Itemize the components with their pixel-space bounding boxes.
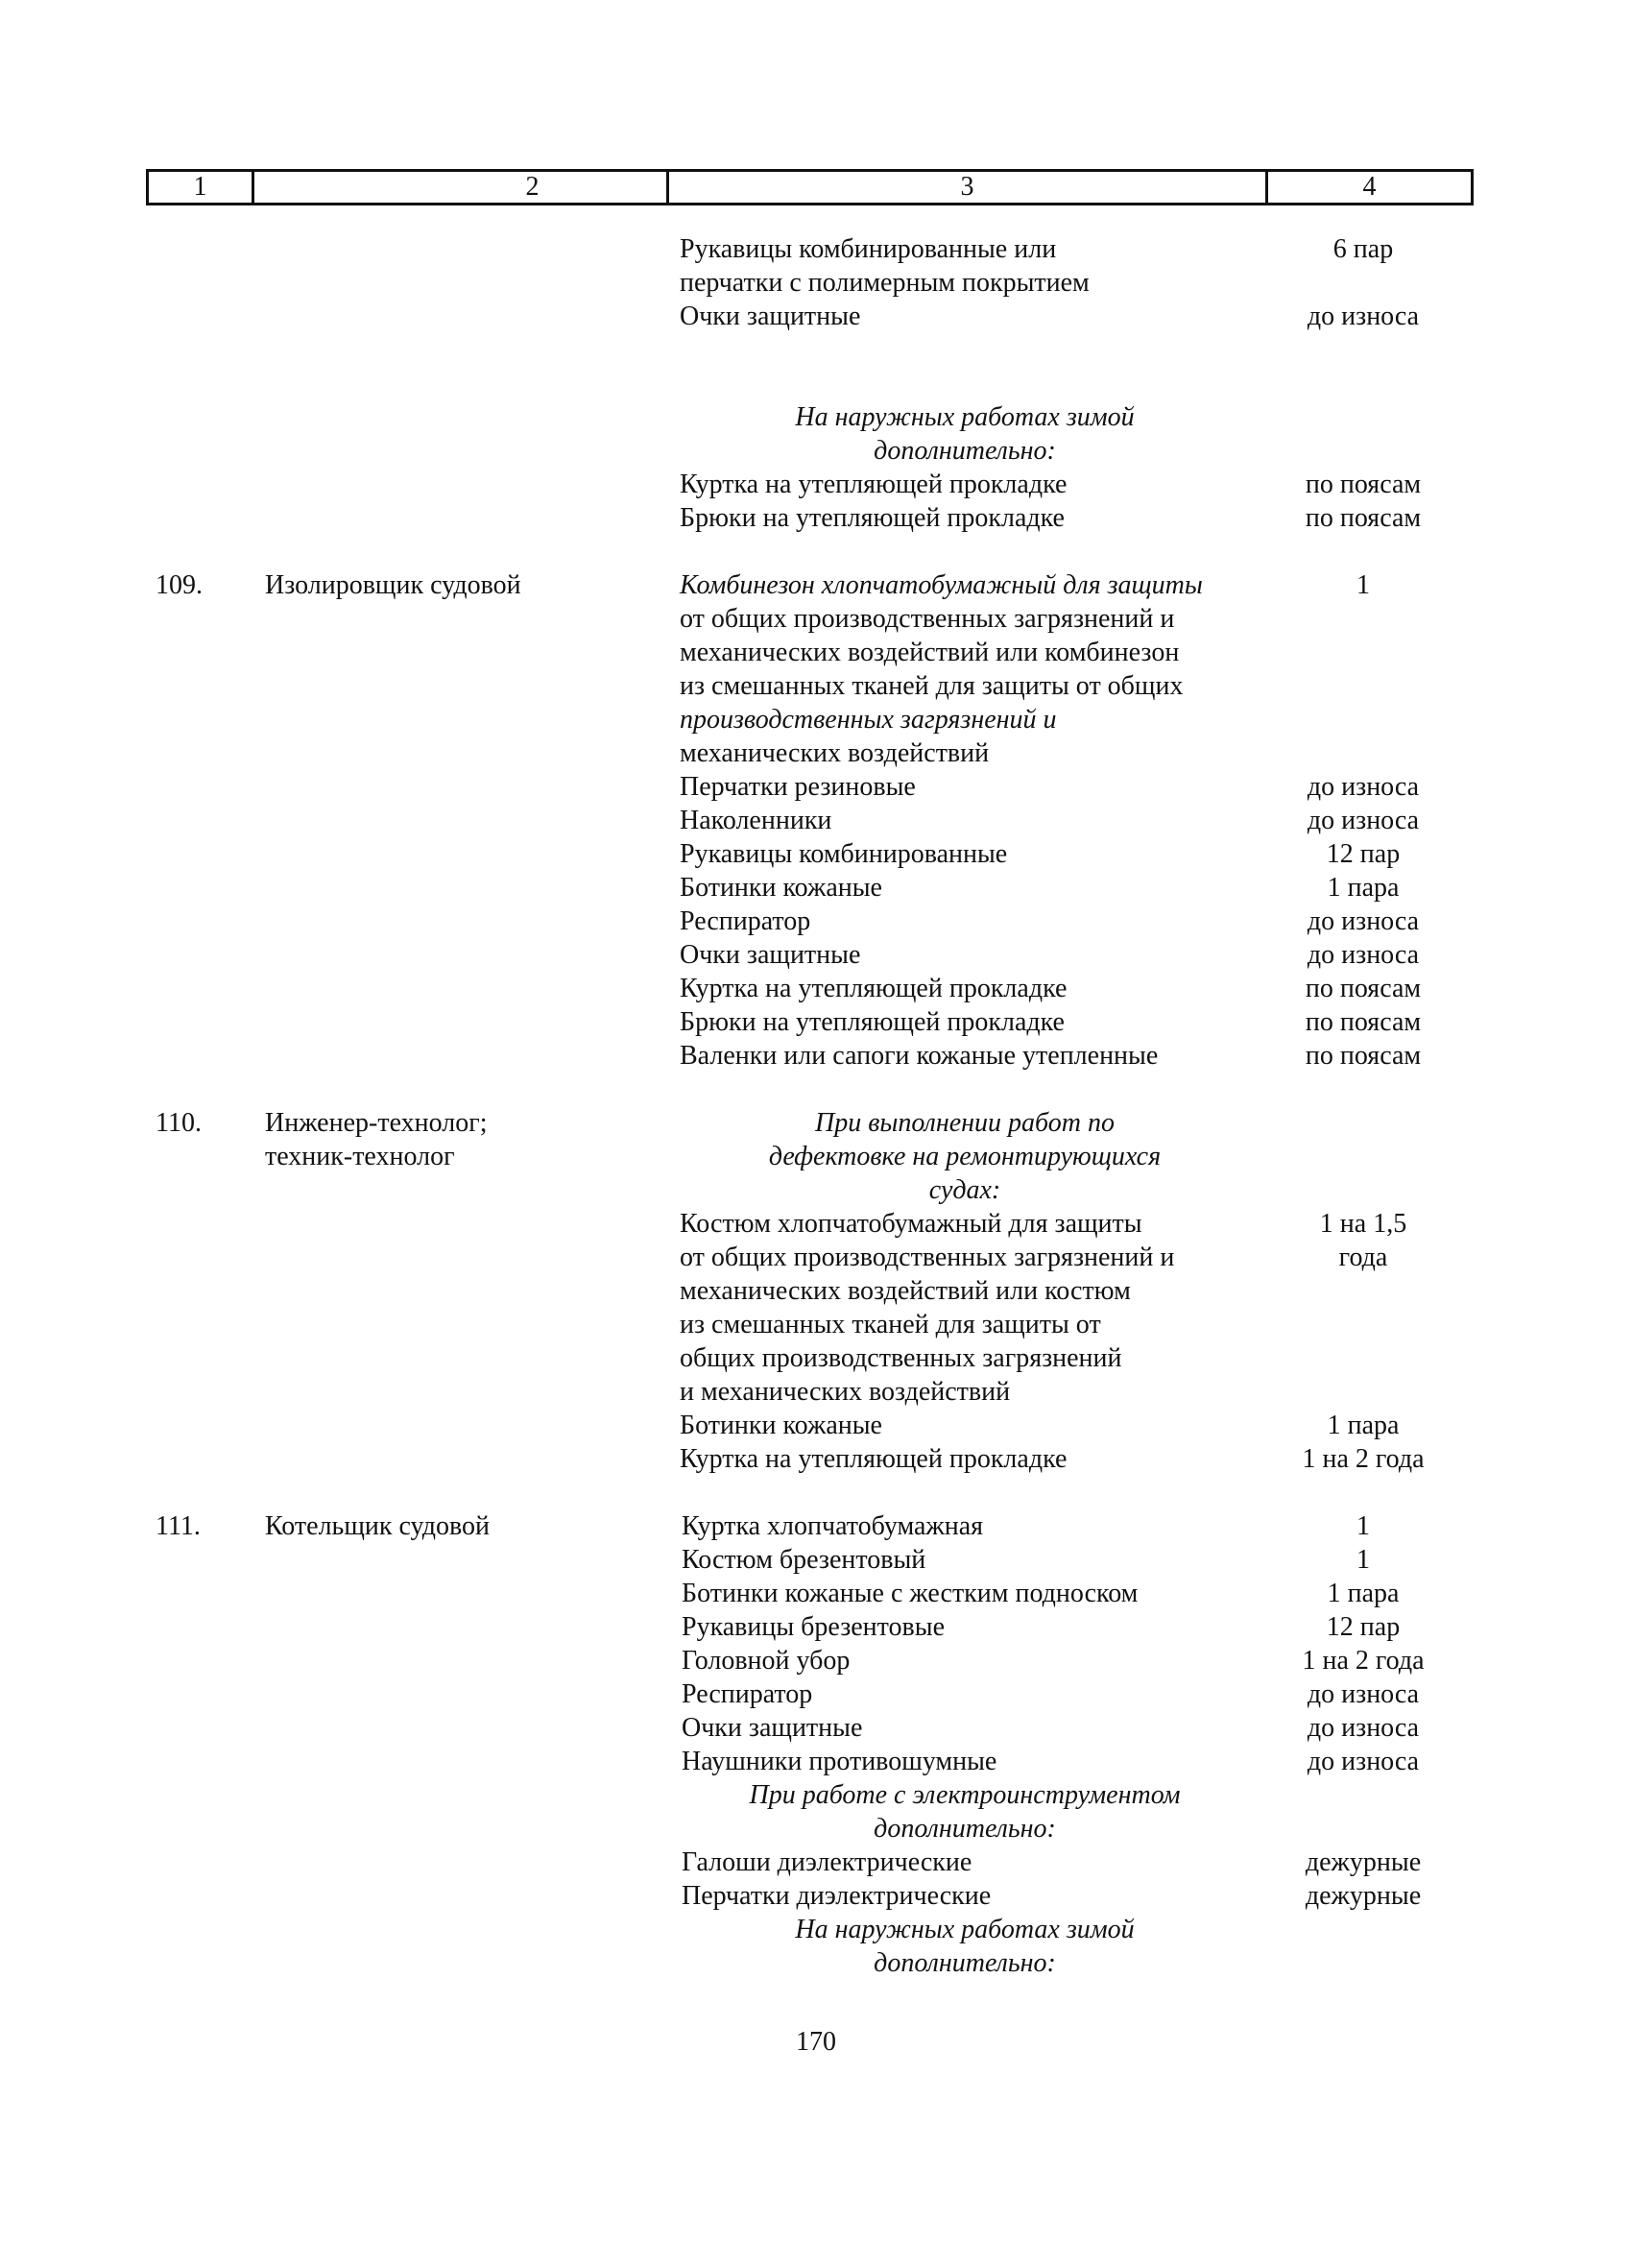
equipment-name: и механических воздействий	[680, 1377, 1011, 1407]
norm-quantity: по поясам	[1305, 1007, 1422, 1037]
header-col-4: 4	[1362, 172, 1377, 202]
table-row	[0, 804, 1632, 837]
table-row	[0, 535, 1632, 568]
table-row	[0, 770, 1632, 804]
table-row	[0, 972, 1632, 1005]
section-subheading: дополнительно:	[874, 436, 1056, 466]
norm-quantity: до износа	[1307, 940, 1420, 970]
norm-quantity: 1 на 2 года	[1302, 1444, 1425, 1474]
table-row	[0, 333, 1632, 367]
equipment-name: механических воздействий	[680, 738, 990, 768]
norm-quantity: 1 на 1,5	[1319, 1209, 1407, 1239]
item-number: 109.	[156, 570, 203, 600]
equipment-name: Ботинки кожаные	[680, 873, 882, 903]
equipment-name: Головной убор	[682, 1646, 851, 1676]
equipment-name: Куртка хлопчатобумажная	[682, 1511, 984, 1541]
norm-quantity: 12 пар	[1326, 839, 1401, 869]
header-col-3: 3	[960, 172, 974, 202]
norm-quantity: по поясам	[1305, 974, 1422, 1003]
table-row	[0, 1543, 1632, 1577]
equipment-name: Респиратор	[680, 906, 811, 936]
item-number: 111.	[156, 1511, 201, 1541]
table-row	[0, 1778, 1632, 1812]
table-row	[0, 266, 1632, 300]
table-row	[0, 1577, 1632, 1610]
table-row	[0, 367, 1632, 400]
table-row	[0, 434, 1632, 468]
norm-quantity: 1 пара	[1327, 873, 1400, 903]
equipment-name: Очки защитные	[682, 1713, 863, 1743]
section-subheading: При работе с электроинструментом	[749, 1780, 1181, 1810]
table-row	[0, 669, 1632, 703]
profession-name: Изолировщик судовой	[265, 570, 521, 600]
page-number: 170	[796, 2027, 836, 2057]
table-row	[0, 1677, 1632, 1711]
equipment-name: Ботинки кожаные с жестким подноском	[682, 1579, 1139, 1608]
equipment-name: Брюки на утепляющей прокладке	[680, 1007, 1065, 1037]
equipment-name: из смешанных тканей для защиты от	[680, 1310, 1101, 1339]
equipment-name: общих производственных загрязнений	[680, 1343, 1122, 1373]
norm-quantity: 1	[1356, 1545, 1370, 1575]
table-row	[0, 1509, 1632, 1543]
table-row	[0, 1745, 1632, 1778]
table-row	[0, 1812, 1632, 1846]
equipment-name: Рукавицы комбинированные или	[680, 234, 1057, 264]
table-row	[0, 1846, 1632, 1879]
header-col-2: 2	[525, 172, 540, 202]
norm-quantity: до износа	[1307, 906, 1420, 936]
table-row	[0, 905, 1632, 938]
equipment-name: механических воздействий или комбинезон	[680, 638, 1180, 667]
norm-quantity: 1 пара	[1327, 1579, 1400, 1608]
equipment-name: Ботинки кожаные	[680, 1411, 882, 1440]
table-header	[146, 169, 1474, 205]
norm-quantity: до износа	[1307, 772, 1420, 802]
norm-quantity: 1 на 2 года	[1302, 1646, 1425, 1676]
table-row	[0, 871, 1632, 905]
table-row	[0, 1140, 1632, 1173]
table-row	[0, 1711, 1632, 1745]
equipment-name: Комбинезон хлопчатобумажный для защиты	[680, 570, 1203, 600]
table-row	[0, 1173, 1632, 1207]
table-row	[0, 636, 1632, 669]
norm-quantity: по поясам	[1305, 1041, 1422, 1071]
item-number: 110.	[156, 1108, 202, 1138]
equipment-name: Брюки на утепляющей прокладке	[680, 503, 1065, 533]
section-subheading: судах:	[928, 1175, 1001, 1205]
equipment-name: Куртка на утепляющей прокладке	[680, 974, 1068, 1003]
equipment-name: Валенки или сапоги кожаные утепленные	[680, 1041, 1159, 1071]
table-row	[0, 1005, 1632, 1039]
equipment-name: механических воздействий или костюм	[680, 1276, 1131, 1306]
table-row	[0, 703, 1632, 736]
equipment-name: из смешанных тканей для защиты от общих	[680, 671, 1184, 701]
table-row	[0, 300, 1632, 333]
equipment-name: Очки защитные	[680, 940, 861, 970]
section-subheading: дефектовке на ремонтирующихся	[768, 1142, 1162, 1171]
section-subheading: дополнительно:	[874, 1814, 1056, 1844]
equipment-name: Наушники противошумные	[682, 1747, 997, 1776]
norm-quantity: до износа	[1307, 1713, 1420, 1743]
table-row	[0, 1207, 1632, 1241]
equipment-name: Костюм хлопчатобумажный для защиты	[680, 1209, 1142, 1239]
table-row	[0, 736, 1632, 770]
norm-quantity: 6 пар	[1332, 234, 1394, 264]
norm-quantity: дежурные	[1305, 1881, 1422, 1911]
norm-quantity: до износа	[1307, 1679, 1420, 1709]
table-row	[0, 1039, 1632, 1073]
table-row	[0, 468, 1632, 501]
table-row	[0, 1375, 1632, 1409]
table-row	[0, 1409, 1632, 1442]
equipment-name: Костюм брезентовый	[682, 1545, 926, 1575]
equipment-name: перчатки с полимерным покрытием	[680, 268, 1090, 298]
table-row	[0, 1274, 1632, 1308]
table-row	[0, 568, 1632, 602]
table-row	[0, 1913, 1632, 1946]
profession-name: Инженер-технолог;	[265, 1108, 488, 1138]
table-row	[0, 1644, 1632, 1677]
section-subheading: На наружных работах зимой	[795, 1915, 1135, 1944]
profession-name: Котельщик судовой	[265, 1511, 491, 1541]
section-subheading: На наружных работах зимой	[795, 402, 1135, 432]
equipment-name: производственных загрязнений и	[680, 705, 1057, 735]
norm-quantity: 1	[1356, 1511, 1370, 1541]
equipment-name: Куртка на утепляющей прокладке	[680, 470, 1068, 499]
table-row	[0, 1442, 1632, 1476]
norm-quantity: до износа	[1307, 302, 1420, 331]
table-row	[0, 602, 1632, 636]
equipment-name: Рукавицы брезентовые	[682, 1612, 945, 1642]
equipment-name: Галоши диэлектрические	[682, 1847, 972, 1877]
table-row	[0, 1610, 1632, 1644]
norm-quantity: дежурные	[1305, 1847, 1422, 1877]
equipment-name: Перчатки диэлектрические	[682, 1881, 992, 1911]
norm-quantity: по поясам	[1305, 470, 1422, 499]
table-row	[0, 1308, 1632, 1341]
equipment-name: от общих производственных загрязнений и	[680, 1243, 1175, 1272]
norm-quantity: года	[1338, 1243, 1388, 1272]
table-row	[0, 501, 1632, 535]
equipment-name: Очки защитные	[680, 302, 861, 331]
table-body	[0, 232, 1632, 1980]
table-row	[0, 232, 1632, 266]
table-row	[0, 1946, 1632, 1980]
profession-name: техник-технолог	[265, 1142, 455, 1171]
equipment-name: от общих производственных загрязнений и	[680, 604, 1175, 634]
section-subheading: При выполнении работ по	[815, 1108, 1115, 1138]
norm-quantity: до износа	[1307, 806, 1420, 835]
norm-quantity: до износа	[1307, 1747, 1420, 1776]
norm-quantity: по поясам	[1305, 503, 1422, 533]
table-row	[0, 1241, 1632, 1274]
table-row	[0, 1106, 1632, 1140]
header-col-1: 1	[193, 172, 207, 202]
table-row	[0, 1341, 1632, 1375]
section-subheading: дополнительно:	[874, 1948, 1056, 1978]
table-row	[0, 1073, 1632, 1106]
table-row	[0, 938, 1632, 972]
norm-quantity: 1	[1356, 570, 1370, 600]
equipment-name: Перчатки резиновые	[680, 772, 916, 802]
equipment-name: Куртка на утепляющей прокладке	[680, 1444, 1068, 1474]
norm-quantity: 12 пар	[1326, 1612, 1401, 1642]
equipment-name: Респиратор	[682, 1679, 813, 1709]
equipment-name: Наколенники	[680, 806, 832, 835]
table-row	[0, 1879, 1632, 1913]
norm-quantity: 1 пара	[1327, 1411, 1400, 1440]
table-row	[0, 837, 1632, 871]
equipment-name: Рукавицы комбинированные	[680, 839, 1008, 869]
table-row	[0, 400, 1632, 434]
table-row	[0, 1476, 1632, 1509]
